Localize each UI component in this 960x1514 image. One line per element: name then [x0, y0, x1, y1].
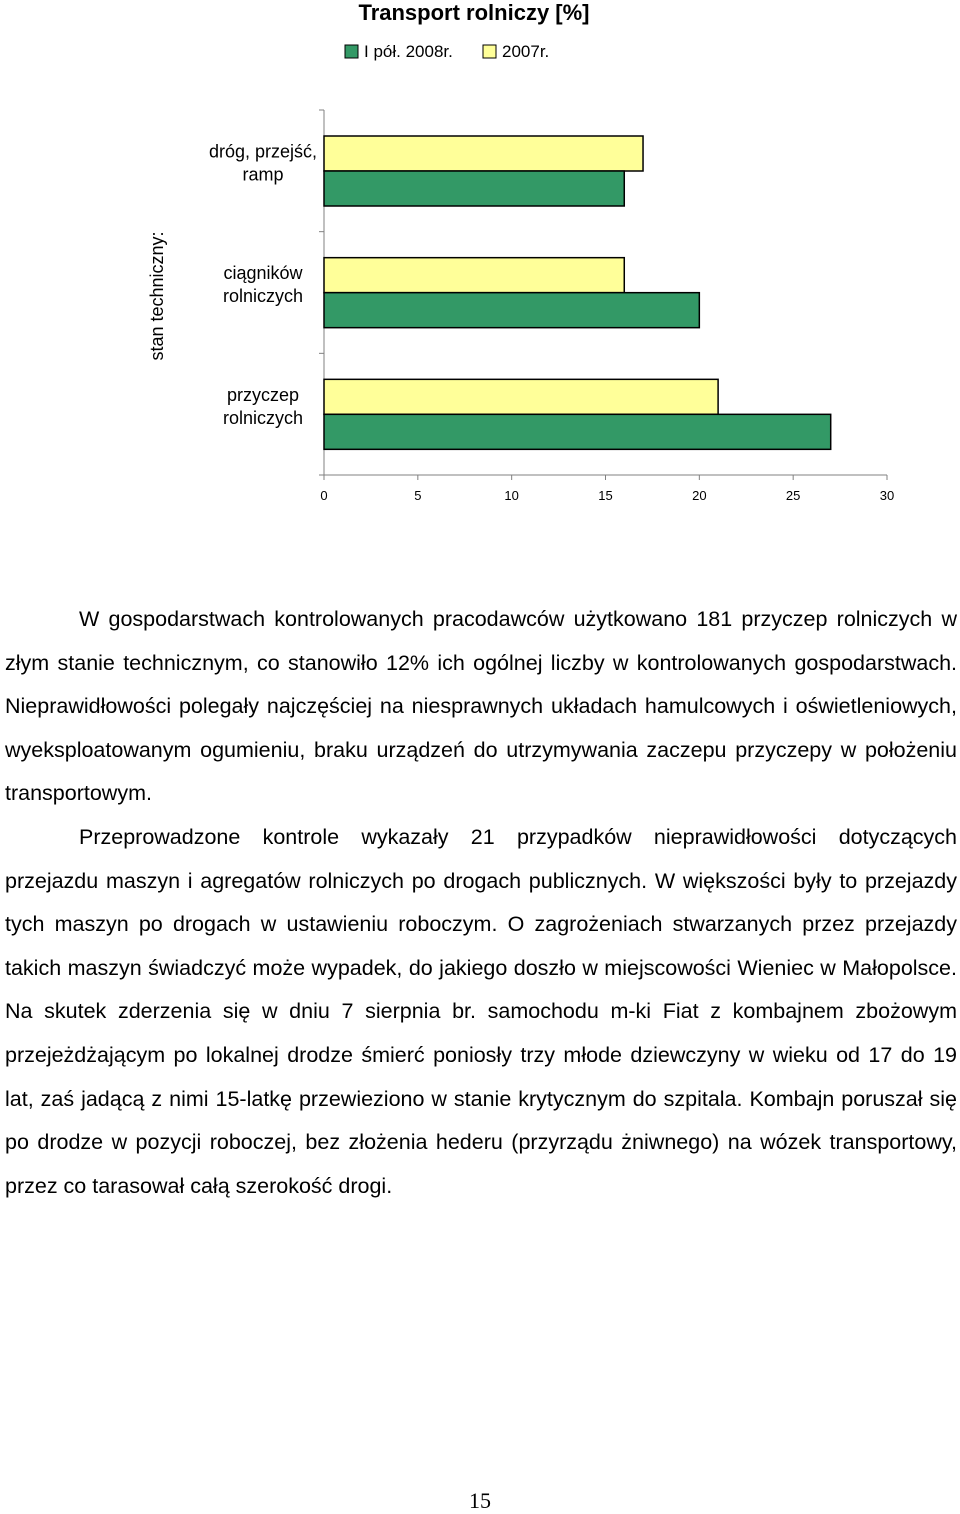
category-label: rolniczych: [222, 407, 304, 428]
legend-swatch-2008: [345, 45, 358, 58]
x-tick-label: 30: [879, 488, 895, 503]
x-tick-label: 20: [692, 488, 707, 503]
bar-2008: [324, 414, 831, 449]
paragraph-1: W gospodarstwach kontrolowanych pracodawców użytkowano 181 przyczep rolniczych w złym stanie technicznym, co stanowiło 12% ich ogólnej liczby w kontrolowanych gospodarstwach. Nieprawidłowości polegały najczęściej na niesprawnych układach hamulcowych i oświetleniowych, wyeksploatowanym ogumieniu, braku urządzeń do utrzymywania zaczepu przyczepy w położeniu transportowym.: [5, 607, 957, 806]
bar-chart: [0, 0, 960, 560]
category-label: ciągników: [223, 263, 303, 284]
category-label: dróg, przejść,: [208, 141, 318, 162]
bar-2007: [324, 136, 643, 171]
body-text: [5, 598, 957, 1208]
bar-2008: [324, 171, 624, 206]
legend-label-2007: 2007r.: [502, 42, 550, 61]
bar-2007: [324, 258, 624, 293]
bar-2007: [324, 379, 718, 414]
paragraph-2: Przeprowadzone kontrole wykazały 21 przypadków nieprawidłowości dotyczących przejazdu maszyn i agregatów rolniczych po drogach publicznych. W większości były to przejazdy tych maszyn po drogach w ustawieniu roboczym. O zagrożeniach stwarzanych przez przejazdy takich maszyn świadczyć może wypadek, do jakiego doszło w miejscowości Wieniec w Małopolsce. Na skutek zderzenia się w dniu 7 sierpnia br. samochodu m-ki Fiat z kombajnem zbożowym przejeżdżającym po lokalnej drodze śmierć poniosły trzy młode dziewczyny w wieku od 17 do 19 lat, zaś jadącą z nimi 15-latkę przewieziono w stanie krytycznym do szpitala. Kombajn poruszał się po drodze w pozycji roboczej, bez złożenia hederu (przyrządu żniwnego) na wózek transportowy, przez co tarasował całą szerokość drogi.: [5, 824, 957, 1198]
page-number: 15: [469, 1488, 491, 1513]
x-tick-label: 5: [414, 488, 422, 503]
x-tick-label: 10: [504, 488, 519, 503]
chart-legend: [345, 42, 549, 61]
category-label: przyczep: [226, 384, 300, 405]
bar-2008: [324, 293, 699, 328]
legend-label-2008: I pół. 2008r.: [364, 42, 453, 61]
x-tick-label: 15: [598, 488, 613, 503]
y-axis-label: stan techniczny:: [147, 231, 167, 361]
category-label: ramp: [242, 164, 284, 185]
plot-area: [209, 110, 894, 503]
legend-swatch-2007: [483, 45, 496, 58]
chart-title: Transport rolniczy [%]: [358, 0, 590, 25]
x-tick-label: 25: [785, 488, 801, 503]
category-label: rolniczych: [222, 286, 304, 307]
x-tick-label: 0: [320, 488, 328, 503]
